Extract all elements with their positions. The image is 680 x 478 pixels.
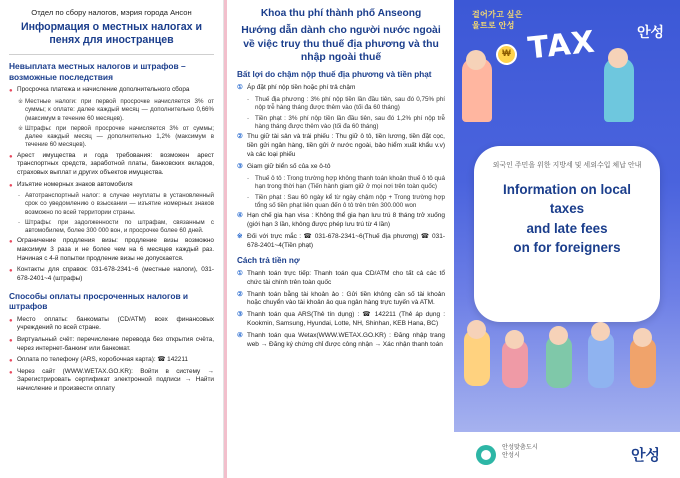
list-item-text: Просрочка платежа и начисление дополнительного сбора bbox=[17, 86, 190, 94]
divider bbox=[9, 54, 214, 55]
contact-text: Контакты для справок: 031-678-2341~6 (местные налоги), 031-678-2401~4 (штрафы) bbox=[17, 266, 214, 282]
cover-title-line2: and late fees bbox=[526, 220, 608, 236]
bullet-icon: ● bbox=[9, 153, 13, 160]
person-head bbox=[549, 326, 568, 345]
dash-icon: - bbox=[18, 192, 21, 200]
list-item-text: Ограничение продления визы: продление визы возможно максимум 3 раза и не более чем на 6 месяцев каждый раз. Начиная с 4-й попытки продление визы не допускается. bbox=[17, 237, 214, 262]
number-marker: ④ bbox=[237, 212, 243, 220]
number-marker: ※ bbox=[237, 233, 243, 241]
russian-section1-heading: Невыплата местных налогов и штрафов – возможные последствия bbox=[9, 61, 186, 82]
korean-slogan-line1: 걸어가고 싶은 bbox=[472, 10, 523, 19]
payment-item bbox=[237, 332, 445, 350]
bullet-icon: ● bbox=[9, 88, 13, 95]
payment-text: Thanh toán bằng tài khoản ảo : Gửi tiền không cần số tài khoản hoặc chuyển vào tài khoản ảo qua ngân hàng trực tuyến và ATM. bbox=[247, 290, 445, 307]
list-item-text: Hạn chế gia hạn visa : Không thể gia hạn lưu trú 8 tháng trở xuống (giới hạn 3 lần, không được phép lưu trú từ 4 lần) bbox=[247, 212, 445, 229]
cover-title-line1: Information on local taxes bbox=[503, 182, 631, 217]
payment-item bbox=[9, 316, 214, 333]
vietnamese-section1-heading: Bất lợi do chậm nộp thuế địa phương và tiền phạt bbox=[237, 69, 432, 79]
list-item bbox=[9, 181, 214, 190]
vietnamese-office-title: Khoa thu phí thành phố Anseong bbox=[260, 8, 422, 19]
payment-text: Thanh toán trực tiếp: Thanh toán qua CD/ATM cho tất cả các tổ chức tài chính trên toàn quốc bbox=[247, 270, 445, 286]
payment-item bbox=[9, 356, 214, 365]
cover-brand-name: 안성 bbox=[636, 24, 664, 40]
sub-item-text: Штрафы: при первой просрочке начисляется 3% от суммы; далее каждый месяц — дополнительно 1,2% (максимум в течение 60 месяцев). bbox=[25, 124, 214, 149]
sub-item-text: Tiền phạt : 3% phí nộp tiền lần đầu tiên, sau đó 1,2% phí nộp trễ hàng tháng được thêm vào (tối đa 60 tháng) bbox=[255, 114, 445, 130]
list-item-text: Изъятие номерных знаков автомобиля bbox=[17, 180, 133, 188]
person-head bbox=[505, 330, 524, 349]
bullet-icon: ● bbox=[9, 268, 13, 275]
dash-icon: ※ bbox=[18, 98, 24, 106]
sub-item-text: Tiền phạt : Sau 60 ngày kể từ ngày chậm nộp + Trong trường hợp tổng số tiền phạt liên quan đến ô tô trên trên 300.000 won bbox=[255, 193, 445, 209]
person-head bbox=[466, 50, 486, 70]
list-item-text: Giam giữ biển số của xe ô-tô bbox=[247, 162, 331, 170]
korean-slogan-line2: 울트로 안성 bbox=[472, 20, 515, 30]
payment-item bbox=[237, 311, 445, 329]
number-marker: ② bbox=[237, 133, 243, 141]
number-marker: ① bbox=[237, 270, 243, 277]
cover-title-line3: on for foreigners bbox=[513, 240, 621, 256]
number-marker: ① bbox=[237, 83, 243, 91]
sub-item-text: Thuế ô tô : Trong trường hợp không thanh toán khoản thuế ô tô quá hạn trong thời hạn (Tiến hành giam giữ ở mọi nơi trên toàn quốc) bbox=[255, 174, 445, 191]
list-item bbox=[237, 212, 445, 230]
vietnamese-section2-heading: Cách trả tiền nợ bbox=[237, 255, 300, 265]
organization-line: Отдел по сбору налогов, мэрия города Ансон bbox=[31, 8, 192, 17]
list-item bbox=[237, 84, 445, 93]
anseong-logo-icon bbox=[476, 445, 496, 465]
number-marker: ③ bbox=[237, 311, 243, 319]
bullet-icon: ● bbox=[9, 239, 13, 246]
vietnamese-main-title: Hướng dẫn dành cho người nước ngoài về việc truy thu thuế địa phương và thu nhập ngoài thuế bbox=[241, 25, 441, 64]
list-item-text: Арест имущества и года требования: возможен арест транспортных средств, заработной платы, банковских вкладов, страховых выплат и других объектов имущества. bbox=[17, 151, 214, 176]
number-marker: ③ bbox=[237, 162, 243, 170]
sub-item bbox=[18, 98, 214, 123]
list-item bbox=[9, 86, 214, 95]
cover-title bbox=[488, 180, 646, 258]
list-item-text: Thu giữ tài sản và trái phiếu : Thu giữ ô tô, tiền lương, tiền đặt cọc, tiền gửi ngân hàng, tiền gửi ở nước ngoài, bảo hiểm xuất khẩu v.v) và các loại phiếu bbox=[247, 133, 445, 159]
russian-section2-heading: Способы оплаты просроченных налогов и штрафов bbox=[9, 290, 189, 312]
cover-panel bbox=[454, 0, 680, 478]
russian-main-title: Информация о местных налогах и пенях для иностранцев bbox=[20, 21, 203, 47]
won-coin-icon: ₩ bbox=[496, 44, 517, 65]
sub-item bbox=[247, 194, 445, 211]
person-head bbox=[633, 328, 652, 347]
list-item bbox=[237, 133, 445, 159]
payment-text: Thanh toán qua Wetax(WWW.WETAX.GO.KR) : Đăng nhập trang web → Đăng ký chứng chỉ được công nhận → Xác nhận thanh toán bbox=[247, 331, 445, 348]
list-item-text: Áp đặt phí nộp tiền hoặc phí trả chậm bbox=[247, 83, 356, 91]
bullet-icon: ● bbox=[9, 358, 13, 365]
payment-item bbox=[237, 291, 445, 309]
payment-text: Через сайт (WWW.WETAX.GO.KR): Войти в систему → Зарегистрировать сертификат электронной подписи → Найти начисление и произвести оплату bbox=[17, 367, 214, 393]
payment-text: Место оплаты: банкоматы (CD/ATM) всех финансовых учреждений по всей стране. bbox=[17, 315, 214, 332]
vietnamese-column bbox=[224, 0, 454, 478]
person-head bbox=[467, 320, 486, 339]
payment-text: Оплата по телефону (ARS, коробочная карта): ☎ 142211 bbox=[17, 356, 188, 364]
dash-icon: ※ bbox=[18, 124, 24, 132]
cover-footer bbox=[454, 432, 680, 478]
sub-item-text: Thuế địa phương : 3% phí nộp tiền lần đầu tiên, sau đó 0,75% phí nộp trễ hàng tháng được thêm vào (tối đa 60 tháng) bbox=[255, 95, 445, 112]
sub-item bbox=[247, 96, 445, 113]
number-marker: ④ bbox=[237, 331, 243, 339]
footer-korean-line1: 안성맞춤도시 bbox=[502, 443, 538, 451]
bullet-icon: ● bbox=[9, 317, 13, 324]
sub-item bbox=[18, 219, 214, 236]
footer-korean-text bbox=[502, 444, 538, 460]
sub-item bbox=[247, 175, 445, 192]
sub-item-text: Автотранспортный налог: в случае неуплаты в установленный срок со уведомлению о взыскании — изъятие номерных знаков возможно по всей территории страны. bbox=[25, 192, 214, 216]
list-item bbox=[9, 237, 214, 263]
payment-text: Thanh toán qua ARS(Thẻ tín dụng) : ☎ 142211 (Thẻ áp dụng : Kookmin, Samsung, Hyundai, Lotte, NH, Shinhan, KEB Hana, BC) bbox=[247, 311, 445, 328]
payment-item bbox=[9, 336, 214, 353]
dash-icon: - bbox=[18, 218, 21, 226]
bullet-icon: ● bbox=[9, 182, 13, 189]
person-head bbox=[608, 48, 628, 68]
sub-item bbox=[18, 192, 214, 217]
sub-item bbox=[247, 115, 445, 132]
footer-korean-line2: 안성시 bbox=[502, 451, 520, 459]
tax-wordmark: TAX bbox=[526, 24, 598, 67]
russian-column bbox=[0, 0, 224, 478]
payment-item bbox=[237, 270, 445, 288]
payment-text: Виртуальный счёт: перечисление перевода без открытия счёта, через интернет-банкинг или банкомат. bbox=[17, 335, 214, 352]
dash-icon: - bbox=[247, 174, 250, 182]
dash-icon: - bbox=[247, 114, 250, 122]
dash-icon: - bbox=[247, 193, 250, 201]
sub-item-text: Местные налоги: при первой просрочке начисляется 3% от суммы; к оплате: далее каждый месяц — дополнительно 0,66% (максимум в течение 60 месяцев). bbox=[25, 98, 214, 122]
sub-item bbox=[18, 125, 214, 150]
sub-item-text: Штрафы: при задолженности по штрафам, связанным с автомобилем, более 300 000 вон, и просрочке более 60 дней. bbox=[25, 218, 214, 235]
list-item bbox=[9, 152, 214, 178]
korean-slogan bbox=[472, 10, 523, 32]
bullet-icon: ● bbox=[9, 337, 13, 344]
footer-brand-name: 안성 bbox=[631, 447, 660, 464]
contact-item bbox=[237, 233, 445, 251]
number-marker: ② bbox=[237, 290, 243, 298]
contact-item bbox=[9, 266, 214, 283]
bullet-icon: ● bbox=[9, 369, 13, 376]
person-head bbox=[591, 322, 610, 341]
dash-icon: - bbox=[247, 95, 250, 103]
payment-item bbox=[9, 368, 214, 394]
contact-text: Đối với trực mắc : ☎ 031-678-2341~6(Thuế địa phương) ☎ 031-678-2401~4(Tiền phạt) bbox=[247, 233, 445, 249]
list-item bbox=[237, 163, 445, 172]
cover-title-card bbox=[474, 146, 660, 322]
cover-korean-subtitle: 외국인 주민을 위한 지방세 및 세외수입 체납 안내 bbox=[492, 162, 642, 169]
